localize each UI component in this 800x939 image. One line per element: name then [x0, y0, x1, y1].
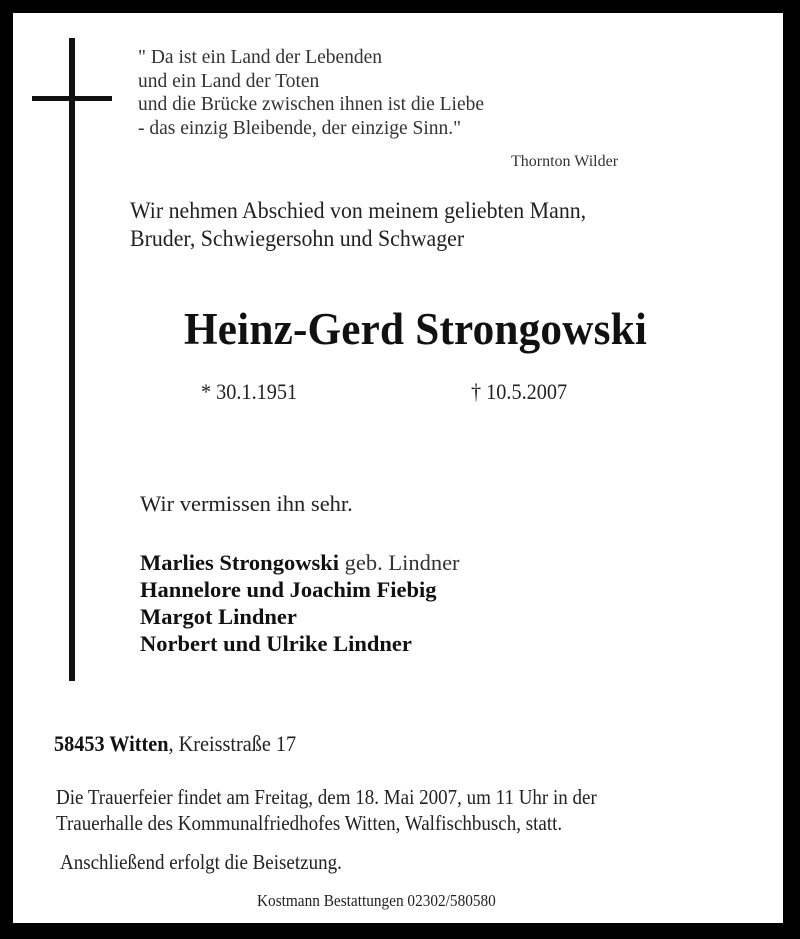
quote-author: Thornton Wilder [511, 153, 619, 170]
mourner-name: Marlies Strongowski [140, 550, 339, 575]
death-date: † 10.5.2007 [471, 379, 568, 404]
quote-block [138, 46, 484, 140]
mourner-entry [140, 576, 460, 603]
mourner-entry [140, 630, 460, 657]
quote-line: und ein Land der Toten [138, 70, 320, 92]
mourner-note: geb. Lindner [338, 550, 460, 575]
obituary-notice [13, 13, 783, 923]
cross-icon-horizontal [32, 96, 112, 101]
quote-line: und die Brücke zwischen ihnen ist die Liebe [138, 94, 485, 115]
deceased-name: Heinz-Gerd Strongowski [184, 304, 648, 354]
mourner-name: Hannelore und Joachim Fiebig [140, 577, 437, 602]
quote-line: " Da ist ein Land der Lebenden [138, 47, 383, 68]
ceremony-info [56, 784, 597, 836]
ceremony-line: Trauerhalle des Kommunalfriedhofes Witten, Walfischbusch, statt. [56, 811, 563, 835]
address-city: 58453 Witten [54, 731, 169, 756]
intro-line: Wir nehmen Abschied von meinem geliebten Mann, [130, 198, 587, 224]
intro-text [130, 197, 586, 253]
birth-date: * 30.1.1951 [201, 379, 298, 404]
cross-icon-vertical [69, 38, 75, 681]
miss-line: Wir vermissen ihn sehr. [140, 491, 353, 516]
intro-line: Bruder, Schwiegersohn und Schwager [130, 226, 465, 252]
mourners-list [140, 549, 460, 657]
mourner-entry [140, 603, 460, 630]
address-street: , Kreisstraße 17 [168, 731, 297, 756]
mourner-name: Margot Lindner [140, 604, 297, 629]
mourner-name: Norbert und Ulrike Lindner [140, 631, 412, 656]
burial-info: Anschließend erfolgt die Beisetzung. [60, 850, 342, 874]
funeral-home-contact: Kostmann Bestattungen 02302/580580 [257, 891, 496, 910]
ceremony-line: Die Trauerfeier findet am Freitag, dem 18. Mai 2007, um 11 Uhr in der [56, 785, 597, 809]
quote-line: - das einzig Bleibende, der einzige Sinn." [138, 117, 462, 139]
mourner-entry [140, 549, 460, 576]
address [54, 731, 296, 757]
